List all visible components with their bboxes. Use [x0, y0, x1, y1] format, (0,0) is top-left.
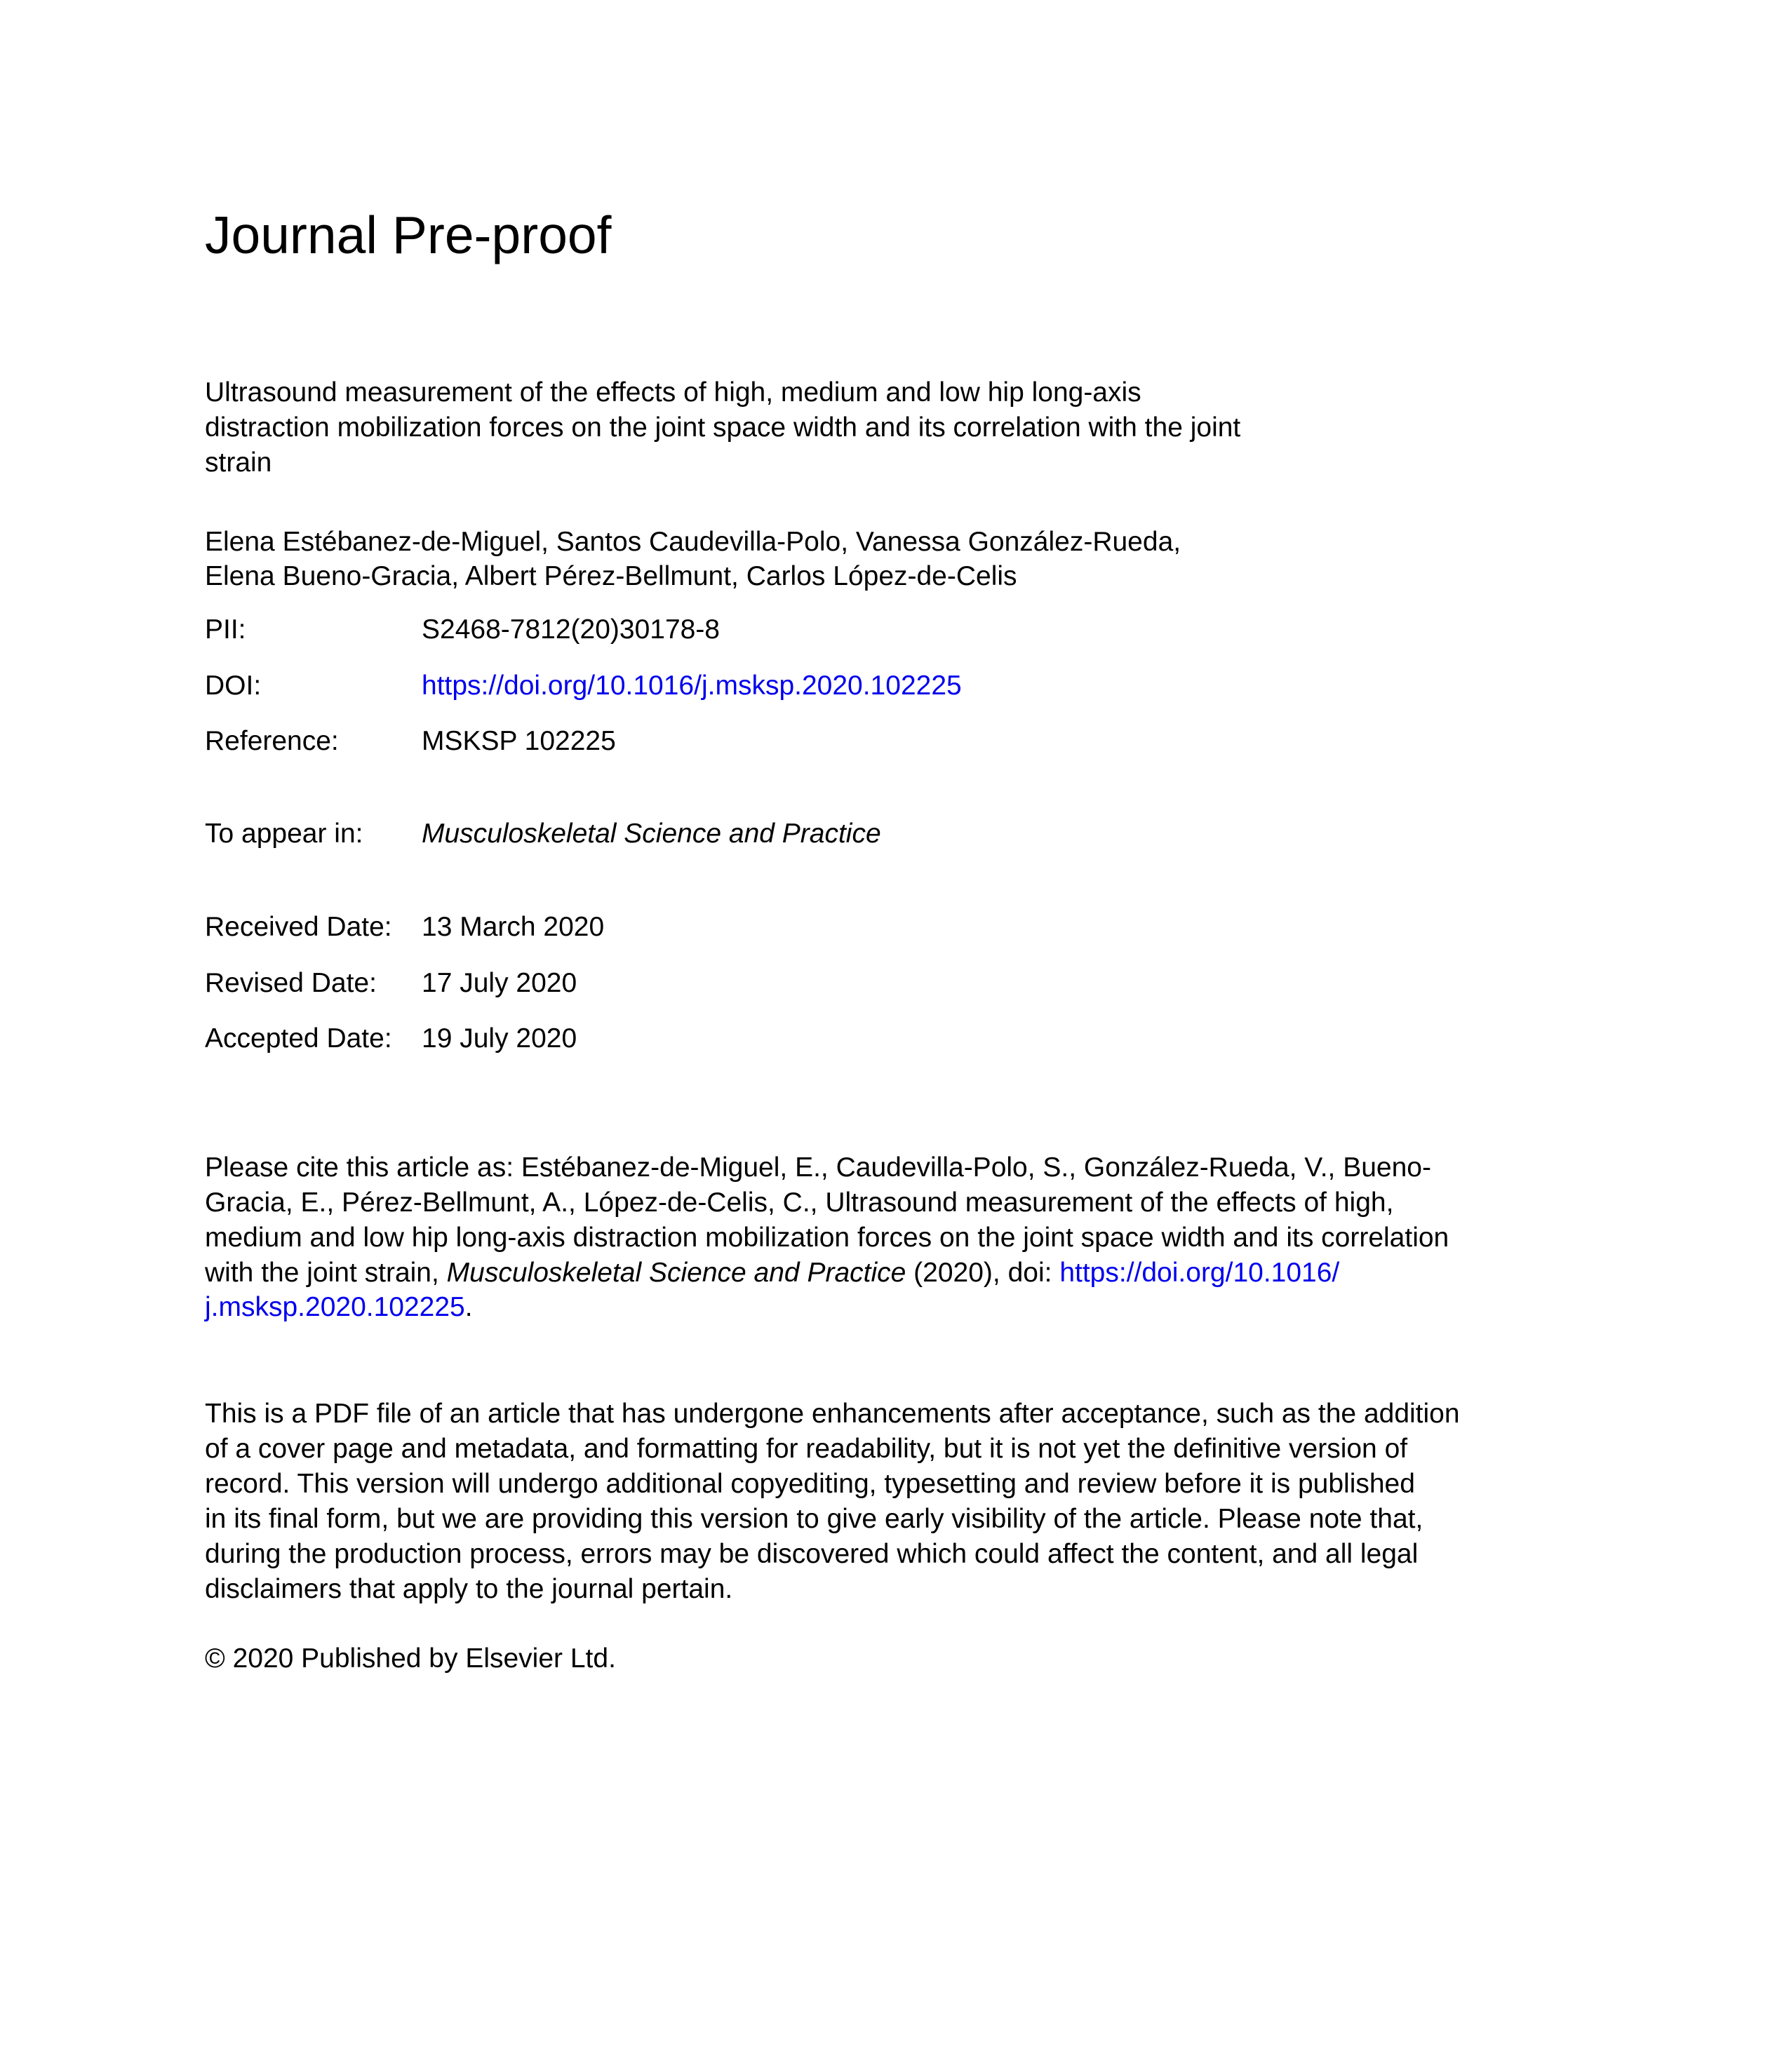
author-line: Elena Bueno-Gracia, Albert Pérez-Bellmunt, Carlos López-de-Celis	[205, 561, 1017, 591]
pii-label: PII:	[205, 614, 246, 645]
author-line: Elena Estébanez-de-Miguel, Santos Caudevilla-Polo, Vanessa González-Rueda,	[205, 527, 1181, 557]
citation-line: medium and low hip long-axis distraction mobilization forces on the joint space width and its correlation	[205, 1223, 1449, 1253]
citation-doi-link-continued[interactable]: j.msksp.2020.102225	[205, 1292, 465, 1322]
article-title-line: distraction mobilization forces on the joint space width and its correlation with the joint	[205, 412, 1241, 443]
doi-link[interactable]: https://doi.org/10.1016/j.msksp.2020.102225	[422, 671, 962, 701]
citation-journal-name: Musculoskeletal Science and Practice	[446, 1258, 906, 1288]
revised-date-label: Revised Date:	[205, 968, 377, 998]
citation-text: (2020), doi:	[906, 1258, 1060, 1288]
disclaimer-line: in its final form, but we are providing this version to give early visibility of the article. Please note that,	[205, 1504, 1423, 1534]
article-title-line: Ultrasound measurement of the effects of high, medium and low hip long-axis	[205, 377, 1141, 408]
citation-line: Gracia, E., Pérez-Bellmunt, A., López-de-Celis, C., Ultrasound measurement of the effects of high,	[205, 1188, 1394, 1218]
doi-label: DOI:	[205, 671, 262, 701]
reference-label: Reference:	[205, 726, 339, 756]
appear-in-label: To appear in:	[205, 819, 363, 849]
received-date-label: Received Date:	[205, 912, 392, 942]
citation-line	[205, 1259, 1339, 1286]
disclaimer-line: This is a PDF file of an article that has undergone enhancements after acceptance, such as the addition	[205, 1399, 1460, 1429]
disclaimer-line: during the production process, errors may be discovered which could affect the content, and all legal	[205, 1539, 1419, 1569]
citation-line	[205, 1293, 473, 1321]
journal-name: Musculoskeletal Science and Practice	[422, 819, 881, 849]
pii-value: S2468-7812(20)30178-8	[422, 614, 721, 645]
disclaimer-line: record. This version will undergo additional copyediting, typesetting and review before it is published	[205, 1469, 1415, 1499]
citation-text: with the joint strain,	[205, 1258, 447, 1288]
article-title-line: strain	[205, 448, 272, 478]
accepted-date-value: 19 July 2020	[422, 1023, 577, 1054]
journal-preproof-header: Journal Pre-proof	[205, 206, 612, 264]
accepted-date-label: Accepted Date:	[205, 1023, 392, 1054]
disclaimer-line: of a cover page and metadata, and formatting for readability, but it is not yet the definitive version of	[205, 1434, 1408, 1464]
copyright-notice: © 2020 Published by Elsevier Ltd.	[205, 1643, 616, 1674]
citation-line: Please cite this article as: Estébanez-de-Miguel, E., Caudevilla-Polo, S., González-Rueda, V., Bueno-	[205, 1152, 1431, 1183]
citation-doi-link[interactable]: https://doi.org/10.1016/	[1059, 1258, 1340, 1288]
citation-text: .	[464, 1292, 473, 1322]
reference-value: MSKSP 102225	[422, 726, 616, 756]
disclaimer-line: disclaimers that apply to the journal pertain.	[205, 1574, 733, 1604]
received-date-value: 13 March 2020	[422, 912, 605, 942]
revised-date-value: 17 July 2020	[422, 968, 577, 998]
